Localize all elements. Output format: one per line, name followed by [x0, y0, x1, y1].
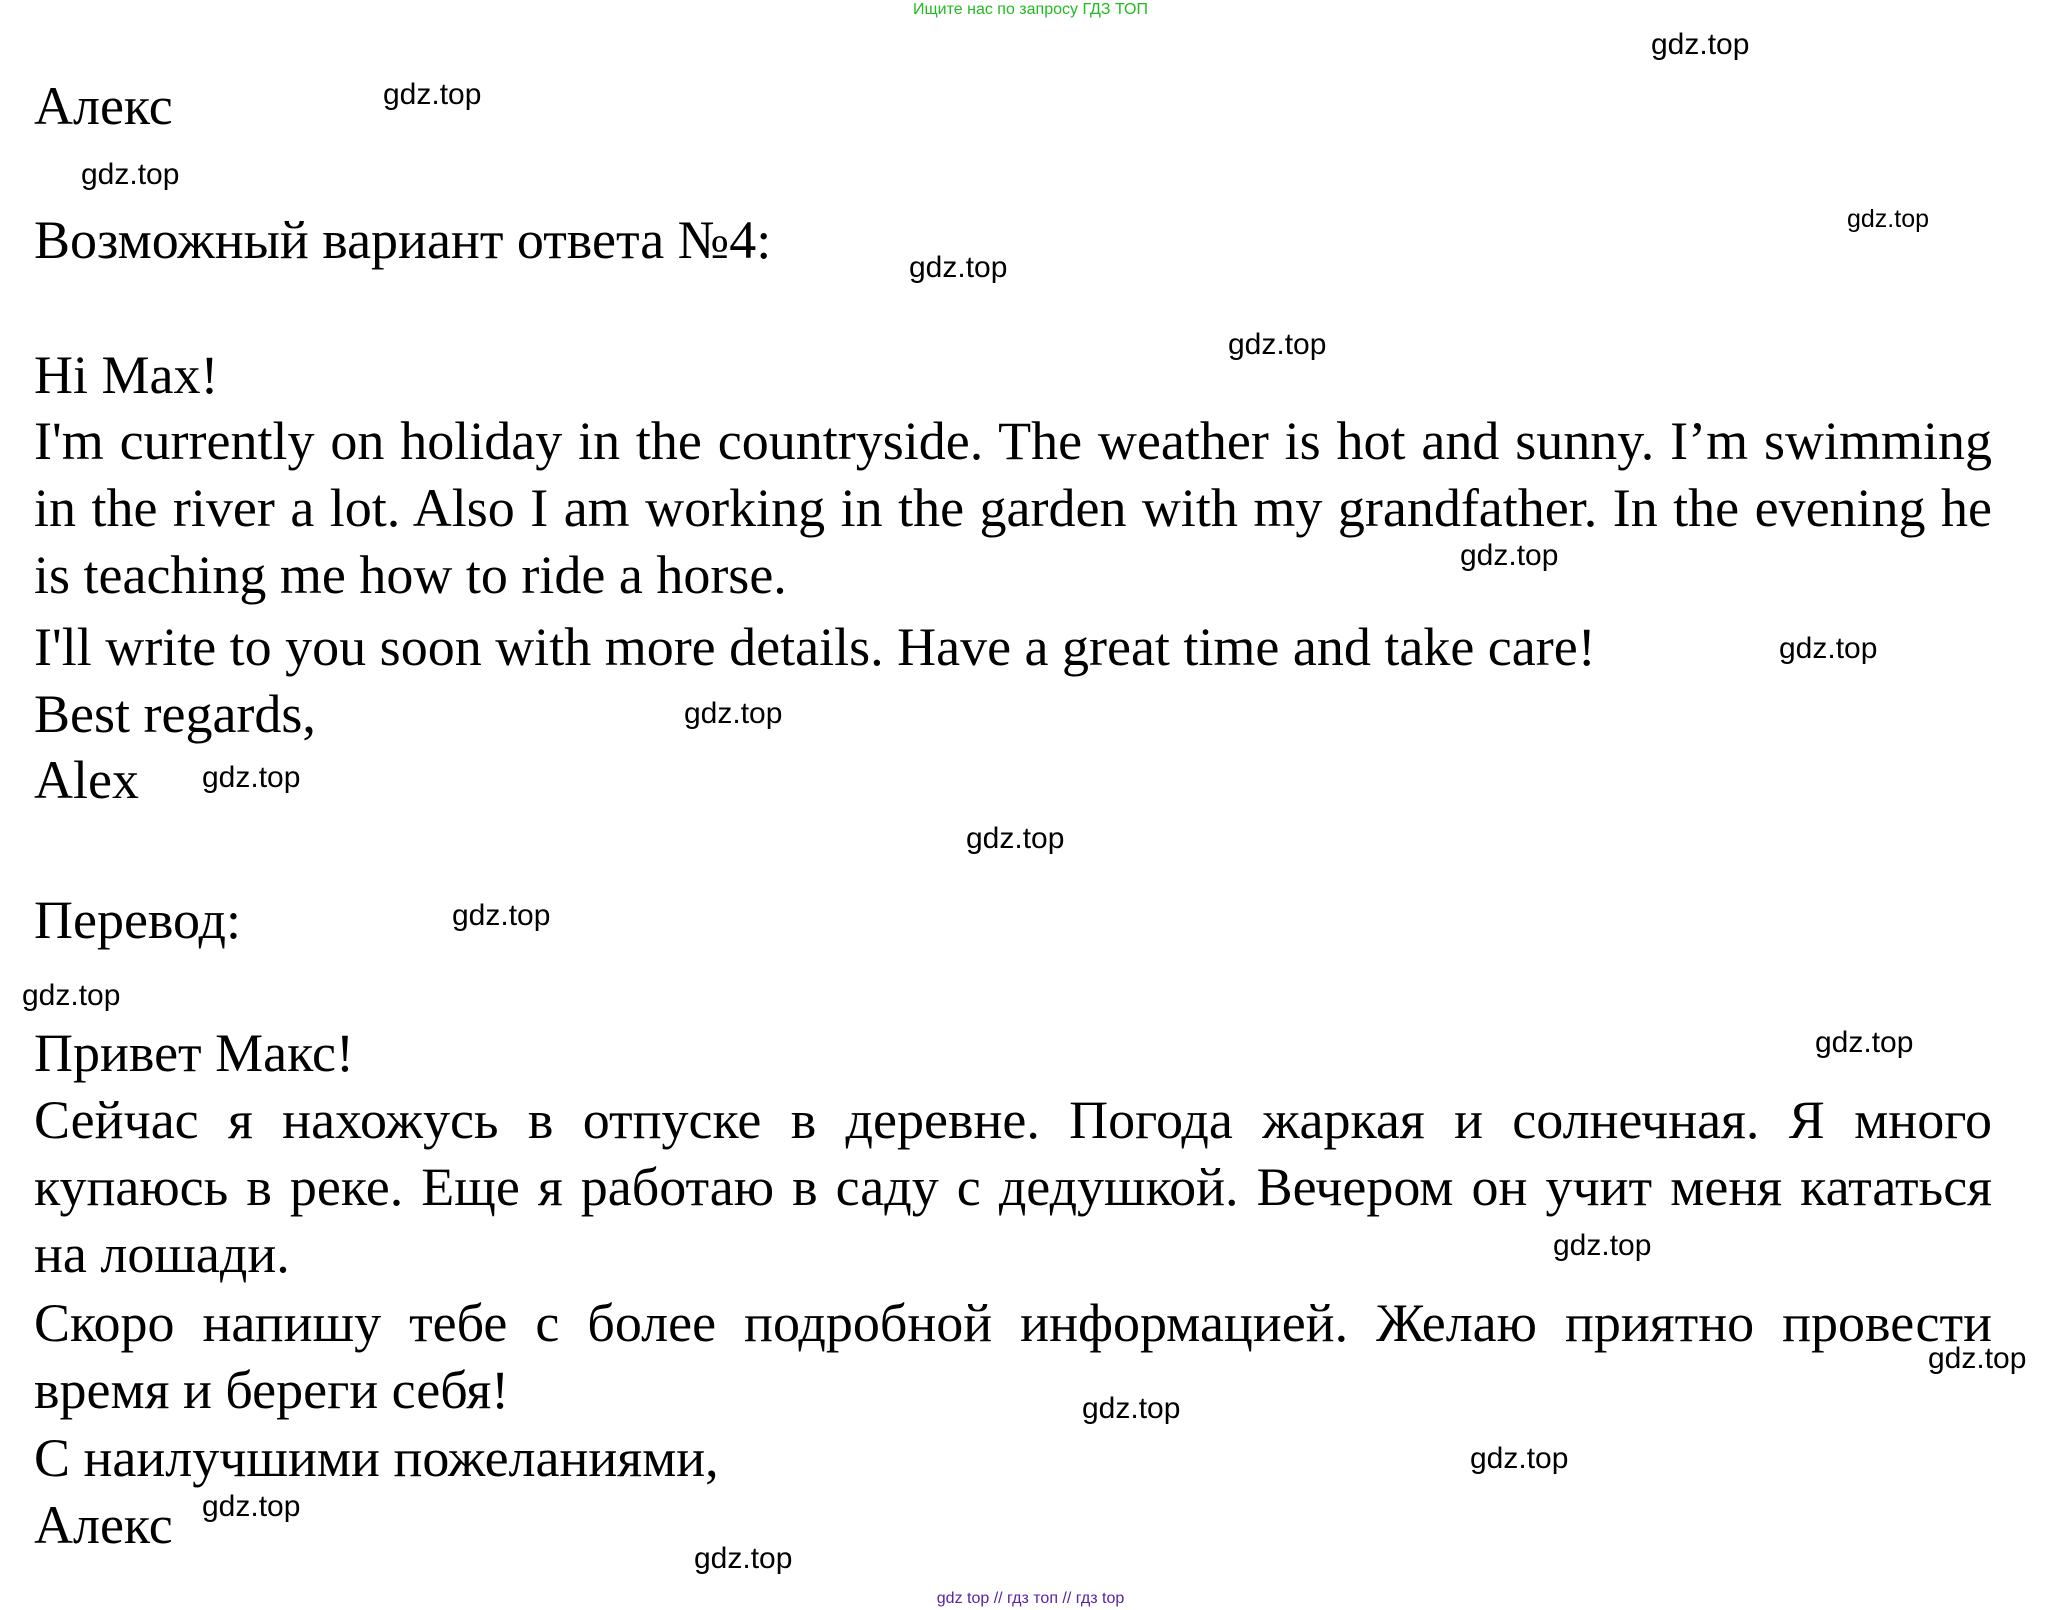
translation-signature: Алекс [34, 1495, 173, 1555]
footer-links: gdz top // гдз топ // гдз top [936, 1590, 1125, 1607]
translation-signoff: С наилучшими пожеланиями, [34, 1428, 719, 1488]
watermark: gdz.top [1928, 1342, 2027, 1375]
watermark: gdz.top [383, 78, 482, 111]
watermark: gdz.top [1815, 1026, 1914, 1059]
letter-en-signoff: Best regards, [34, 684, 316, 744]
watermark: gdz.top [1779, 632, 1878, 665]
watermark: gdz.top [202, 1490, 301, 1523]
watermark: gdz.top [202, 761, 301, 794]
watermark: gdz.top [1460, 539, 1559, 572]
header-name: Алекс [34, 76, 173, 136]
watermark: gdz.top [452, 899, 551, 932]
translation-body: Сейчас я нахожусь в отпуске в деревне. Погода жаркая и солнечная. Я много купаюсь в реке. Еще я работаю в саду с дедушкой. Вечером он учит меня кататься на лошади. [34, 1090, 1992, 1284]
top-banner: Ищите нас по запросу ГДЗ ТОП [913, 1, 1148, 18]
watermark: gdz.top [694, 1542, 793, 1575]
letter-en-greeting: Hi Max! [34, 345, 219, 405]
watermark: gdz.top [1651, 28, 1750, 61]
translation-title: Перевод: [34, 890, 241, 950]
watermark: gdz.top [966, 822, 1065, 855]
watermark: gdz.top [81, 158, 180, 191]
watermark: gdz.top [1470, 1442, 1569, 1475]
answer-title: Возможный вариант ответа №4: [34, 210, 772, 270]
watermark: gdz.top [684, 697, 783, 730]
watermark: gdz.top [1847, 205, 1930, 233]
letter-en-signature: Alex [34, 750, 139, 810]
translation-closing: Скоро напишу тебе с более подробной информацией. Желаю приятно провести время и береги себя! [34, 1293, 1992, 1420]
letter-en-body: I'm currently on holiday in the countryside. The weather is hot and sunny. I’m swimming in the river a lot. Also I am working in the garden with my grandfather. In the evening he is teaching me how to ride a horse. [34, 411, 1992, 605]
watermark: gdz.top [1228, 328, 1327, 361]
translation-greeting: Привет Макс! [34, 1023, 354, 1083]
watermark: gdz.top [909, 251, 1008, 284]
watermark: gdz.top [1082, 1392, 1181, 1425]
watermark: gdz.top [22, 979, 121, 1012]
letter-en-closing: I'll write to you soon with more details. Have a great time and take care! [34, 617, 1596, 677]
watermark: gdz.top [1553, 1229, 1652, 1262]
